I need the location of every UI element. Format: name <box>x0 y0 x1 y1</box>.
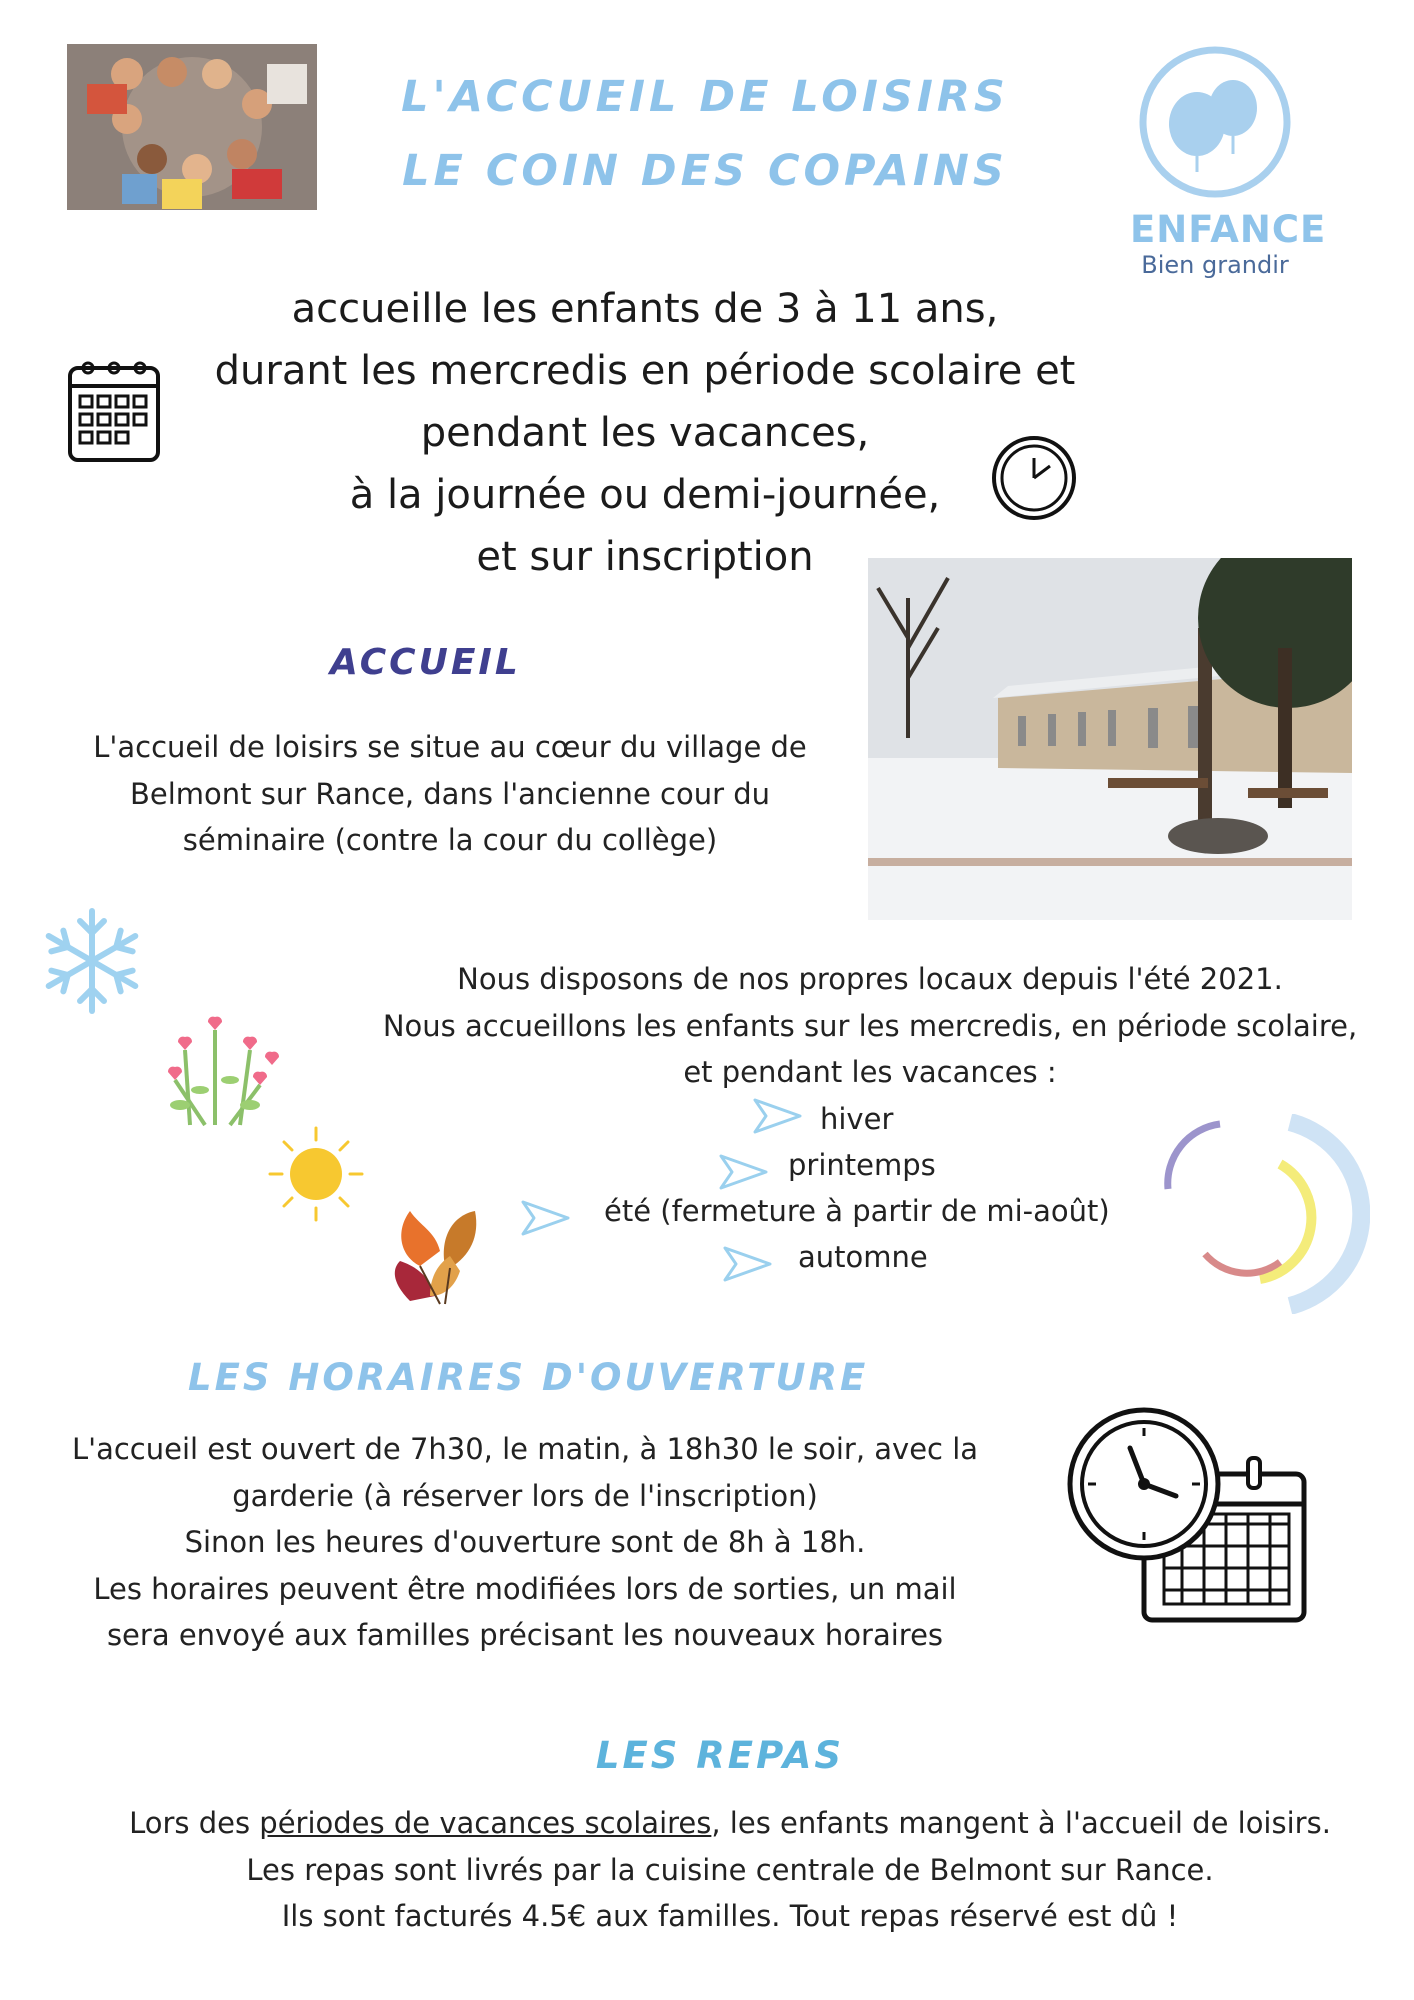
repas-line1 <box>60 1800 1400 1847</box>
repas-line3: Ils sont facturés 4.5€ aux familles. Tout repas réservé est dû ! <box>281 1899 1179 1933</box>
arrow-icon <box>752 1096 804 1136</box>
page-title-line1: L'ACCUEIL DE LOISIRS <box>401 72 1009 122</box>
intro-line3: pendant les vacances, <box>420 410 870 456</box>
school-snow-photo <box>868 558 1352 920</box>
locaux-text <box>340 956 1400 1096</box>
intro-line1: accueille les enfants de 3 à 11 ans, <box>291 286 999 332</box>
season-printemps: printemps <box>788 1148 936 1182</box>
snowflake-icon <box>40 904 144 1018</box>
horaires-line2: garderie (à réserver lors de l'inscription) <box>232 1478 818 1513</box>
arrow-icon <box>520 1198 572 1238</box>
season-automne: automne <box>798 1240 928 1274</box>
arrow-icon <box>722 1244 774 1284</box>
sun-icon <box>266 1124 366 1224</box>
logo-tagline: Bien grandir <box>1141 251 1289 279</box>
intro-line4: à la journée ou demi-journée, <box>349 472 941 518</box>
locaux-line2: Nous accueillons les enfants sur les mercredis, en période scolaire, <box>382 1008 1358 1043</box>
calendar-icon <box>66 356 162 464</box>
repas-line1-suffix: , les enfants mangent à l'accueil de loisirs. <box>711 1806 1331 1840</box>
repas-text <box>60 1800 1400 1940</box>
arrow-icon <box>718 1152 770 1192</box>
children-photo <box>67 44 317 210</box>
season-hiver: hiver <box>820 1102 894 1136</box>
accueil-line3: séminaire (contre la cour du collège) <box>182 823 718 857</box>
horaires-line4: Les horaires peuvent être modifiées lors de sorties, un mail <box>93 1571 957 1606</box>
intro-line5: et sur inscription <box>476 534 814 580</box>
season-ete: été (fermeture à partir de mi-août) <box>604 1194 1110 1228</box>
intro-text <box>170 278 1120 588</box>
enfance-logo <box>1130 42 1327 292</box>
horaires-line3: Sinon les heures d'ouverture sont de 8h à 18h. <box>184 1525 866 1559</box>
vacances-scolaires-link[interactable]: périodes de vacances scolaires <box>259 1806 712 1840</box>
locaux-line1: Nous disposons de nos propres locaux depuis l'été 2021. <box>457 962 1283 996</box>
decorative-arcs <box>1160 1114 1370 1314</box>
locaux-line3: et pendant les vacances : <box>683 1055 1057 1089</box>
accueil-line2: Belmont sur Rance, dans l'ancienne cour du <box>130 776 770 811</box>
accueil-text <box>60 724 840 864</box>
accueil-line1: L'accueil de loisirs se situe au cœur du village de <box>93 730 807 764</box>
flowers-icon <box>160 1010 280 1128</box>
intro-line2: durant les mercredis en période scolaire et <box>214 348 1076 394</box>
logo-name: ENFANCE <box>1130 208 1327 251</box>
repas-line1-prefix: Lors des <box>129 1806 260 1840</box>
horaires-heading: LES HORAIRES D'OUVERTURE <box>188 1356 869 1399</box>
clock-icon <box>990 434 1078 522</box>
horaires-line5: sera envoyé aux familles précisant les nouveaux horaires <box>106 1618 944 1652</box>
repas-line2: Les repas sont livrés par la cuisine centrale de Belmont sur Rance. <box>246 1852 1214 1887</box>
page-title-line2: LE COIN DES COPAINS <box>402 146 1008 196</box>
autumn-leaves-icon <box>390 1196 490 1308</box>
repas-heading: LES REPAS <box>595 1734 845 1777</box>
horaires-line1: L'accueil est ouvert de 7h30, le matin, à 18h30 le soir, avec la <box>71 1432 979 1466</box>
clock-calendar-icon <box>1064 1404 1314 1628</box>
accueil-heading: ACCUEIL <box>330 642 521 683</box>
logo-balloons-icon <box>1135 42 1295 202</box>
horaires-text <box>40 1426 1010 1659</box>
